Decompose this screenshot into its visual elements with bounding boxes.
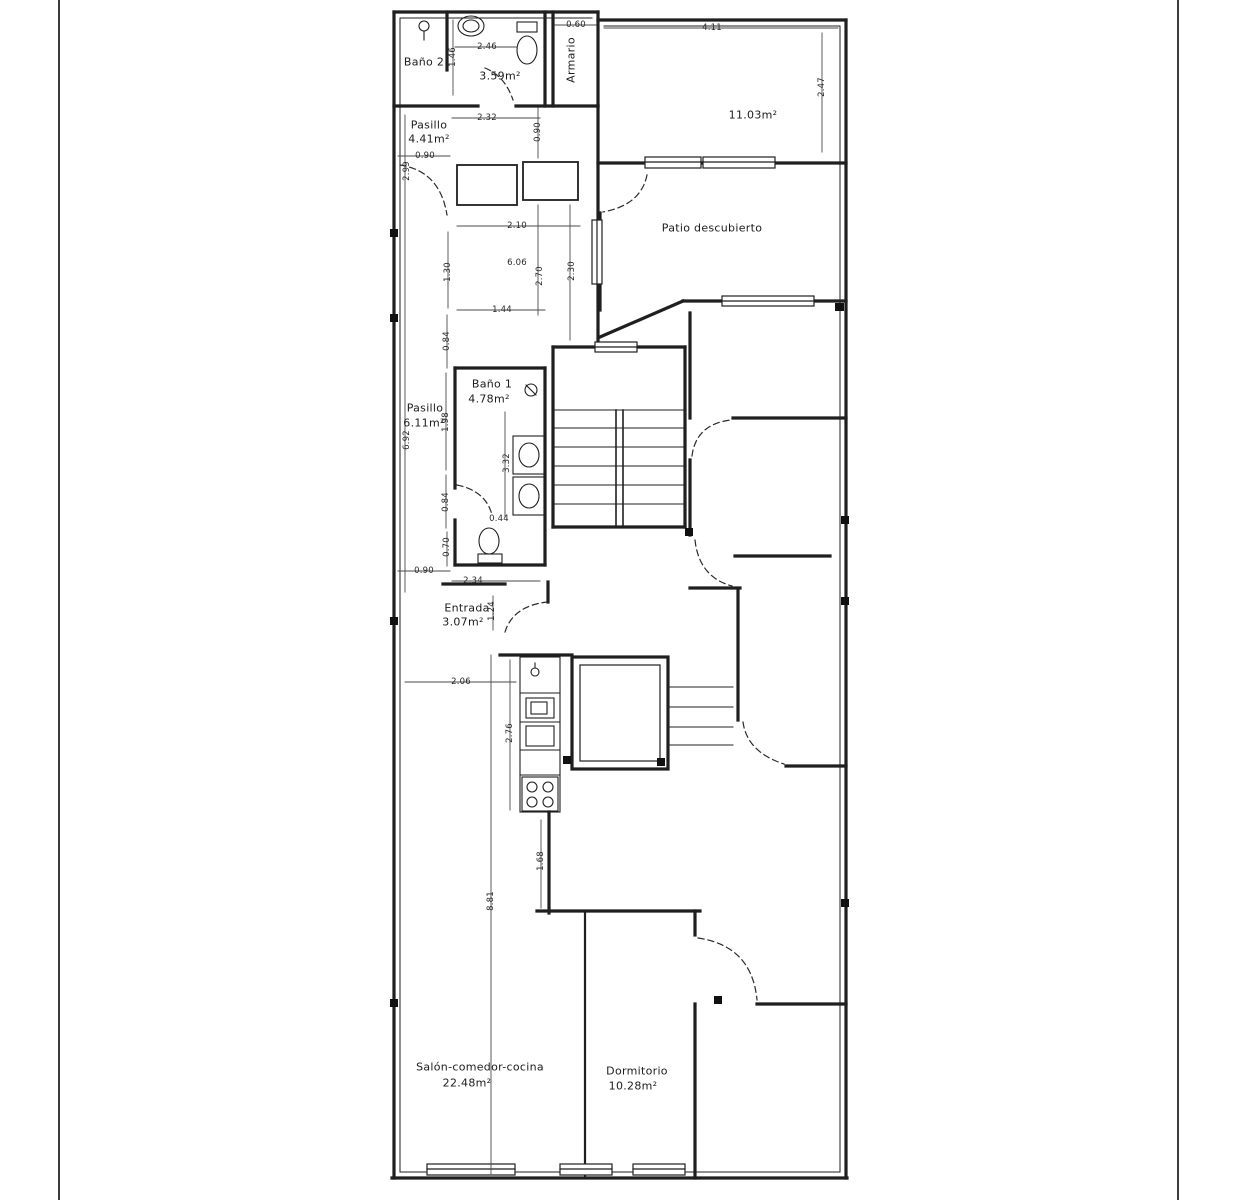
- room-label: 4.41m²: [408, 132, 450, 146]
- dimension-label: 2.30: [567, 261, 577, 281]
- dimension-label: 0.90: [533, 122, 543, 142]
- sink-icon: [531, 668, 539, 676]
- room-label: Baño 1: [471, 377, 513, 391]
- dimension-label: 2.70: [535, 266, 545, 286]
- room-label: Entrada: [444, 601, 490, 615]
- dimension-lines: [398, 20, 838, 1175]
- dimension-label: 0.90: [415, 151, 435, 161]
- dimension-label: 8.81: [486, 891, 496, 911]
- dimension-label: 6.06: [507, 258, 527, 268]
- dimension-label: 3.32: [502, 453, 512, 473]
- toilet-icon: [517, 22, 537, 32]
- room-label: 11.03m²: [728, 108, 778, 122]
- dimension-label: 2.76: [505, 723, 515, 743]
- dimension-label: 0.44: [489, 514, 509, 524]
- dimension-label: 1.44: [492, 305, 512, 315]
- dimension-label: 0.90: [414, 566, 434, 576]
- dimension-label: 1.24: [487, 601, 497, 621]
- dimension-label: 1.46: [448, 47, 458, 67]
- dimension-label: 0.60: [566, 20, 586, 30]
- room-label: Baño 2: [403, 55, 445, 69]
- dimension-label: 2.46: [477, 42, 497, 52]
- room-label: 10.28m²: [608, 1079, 658, 1093]
- dimension-label: 1.30: [443, 262, 453, 282]
- room-label: Dormitorio: [606, 1064, 668, 1078]
- room-label: Pasillo: [410, 118, 448, 132]
- wall-inner-faces: [400, 18, 840, 1176]
- room-label: Pasillo: [406, 401, 444, 415]
- sheet-frame: [59, 0, 1178, 1200]
- room-label: Salón-comedor-cocina: [416, 1060, 544, 1074]
- dimension-label: 1.68: [536, 851, 546, 871]
- room-label: Armario: [564, 37, 578, 83]
- dimension-label: 2.32: [477, 113, 497, 123]
- dimension-label: 2.06: [451, 677, 471, 687]
- basin-counter: [513, 436, 545, 474]
- dimension-label: 6.92: [402, 430, 412, 450]
- toilet-icon: [479, 528, 499, 554]
- dimension-label: 0.84: [441, 492, 451, 512]
- oven-icon: [526, 698, 554, 718]
- dimension-label: 2.99: [402, 161, 412, 181]
- light-fixture-icon: [419, 21, 429, 31]
- washbasin-icon: [458, 16, 484, 36]
- room-label: 3.59m²: [479, 69, 521, 83]
- walls: [392, 12, 847, 1178]
- room-label: 6.11m²: [403, 416, 445, 430]
- room-label: 4.78m²: [468, 392, 510, 406]
- dimension-label: 2.10: [507, 221, 527, 231]
- stove-icon: [522, 777, 558, 811]
- room-label: Patio descubierto: [661, 221, 763, 235]
- room-label: 3.07m²: [442, 615, 484, 629]
- dimension-label: 1.98: [441, 412, 451, 432]
- dimension-label: 2.47: [817, 77, 827, 97]
- dimension-label: 2.34: [463, 576, 483, 586]
- furniture: [457, 162, 660, 761]
- room-label: 22.48m²: [442, 1076, 492, 1090]
- dimension-label: 0.70: [442, 537, 452, 557]
- dimension-label: 4.11: [702, 23, 722, 33]
- door-swings: [400, 68, 784, 1000]
- dimension-label: 0.84: [442, 331, 452, 351]
